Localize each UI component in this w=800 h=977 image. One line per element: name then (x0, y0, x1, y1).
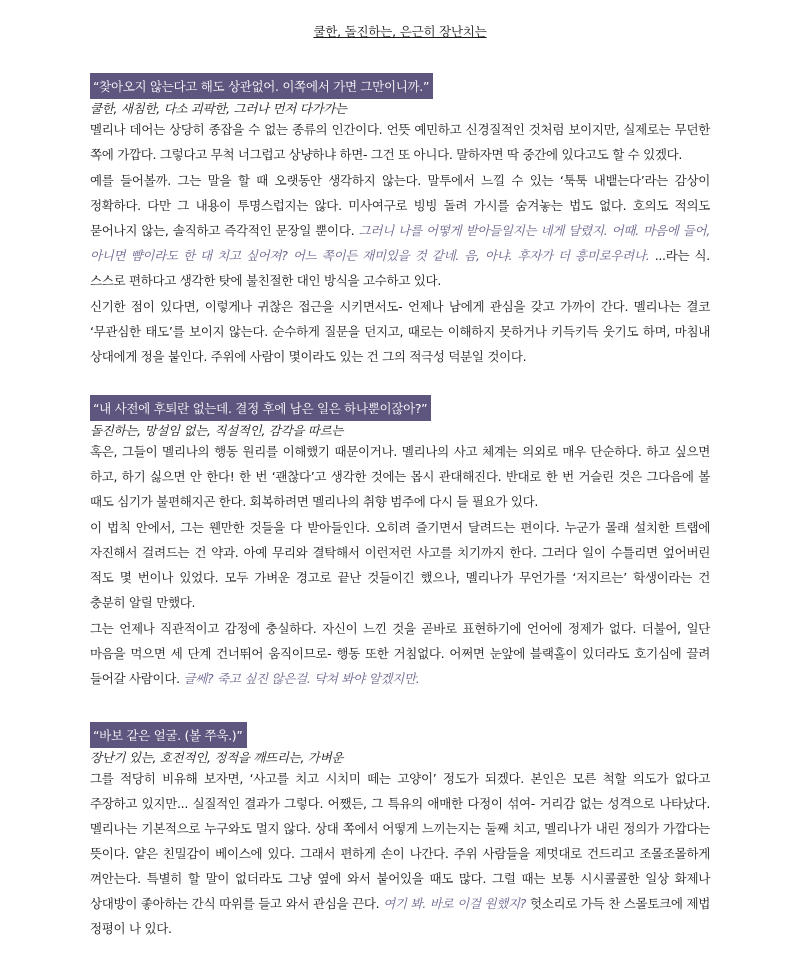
paragraph-text: ...라는 식. 스스로 편하다고 생각한 탓에 불친절한 대인 방식을 고수하고 있다. (90, 248, 710, 288)
paragraph: 이 법칙 안에서, 그는 웬만한 것들을 다 받아들인다. 오히려 즐기면서 달려드는 편이다. 누군가 몰래 설치한 트랩에 자진해서 걸려드는 건 약과. 아예 무리와 결탁해서 이런저런 사고를 치기까지 한다. 그러다 일이 수틀리면 엎어버린 적도 몇 번이나 있었다. 모두 가벼운 경고로 끝난 것들이긴 했으나, 멜리나가 무언가를 ‘저지르는’ 학생이라는 건 충분히 알릴 만했다. (90, 520, 710, 610)
italic-inner-voice: 여기 봐. 바로 이걸 원했지? (383, 896, 527, 911)
section-quote: “찾아오지 않는다고 해도 상관없어. 이쪽에서 가면 그만이니까.” (90, 73, 433, 99)
paragraph-text: 그를 적당히 비유해 보자면, ‘사고를 치고 시치미 떼는 고양이’ 정도가 되겠다. 본인은 모른 척할 의도가 없다고 주장하고 있지만... 실질적인 결과가 그렇다. 어쨌든, 그 특유의 애매한 다정이 섞여- 거리감 없는 성격으로 나타났다. 멜리나는 기본적으로 누구와도 멀지 않다. 상대 쪽에서 어떻게 느끼는지는 둘째 치고, 멜리나가 내린 정의가 가깝다는 뜻이다. 얕은 친밀감이 베이스에 있다. 그래서 편하게 손이 나간다. 주위 사람들을 제멋대로 건드리고 조몰조몰하게 껴안는다. 특별히 할 말이 없더라도 그냥 옆에 와서 붙어있을 때도 많다. 그럴 때는 보통 시시콜콜한 일상 화제나 상대방이 좋아하는 간식 따위를 들고 와서 관심을 끈다. (90, 771, 710, 911)
section-cool (90, 73, 710, 370)
section-tags: 쿨한, 새침한, 다소 괴팍한, 그러나 먼저 다가가는 (90, 101, 347, 116)
paragraph: 멜리나 데어는 상당히 종잡을 수 없는 종류의 인간이다. 언뜻 예민하고 신경질적인 것처럼 보이지만, 실제로는 무던한 쪽에 가깝다. 그렇다고 무척 너그럽고 상냥하냐 하면- 그건 또 아니다. 말하자면 딱 중간에 있다고도 할 수 있겠다. (90, 122, 710, 162)
section-charging (90, 395, 710, 692)
paragraph-text: 그는 언제나 직관적이고 감정에 충실하다. 자신이 느낀 것을 곧바로 표현하기에 언어에 정제가 없다. 더불어, 일단 마음을 먹으면 세 단계 건너뛰어 움직이므로- 행동 또한 거침없다. 어쩌면 눈앞에 블랙홀이 있더라도 호기심에 끌려 들어갈 사람이다. (90, 621, 710, 686)
paragraph: 혹은, 그들이 멜리나의 행동 원리를 이해했기 때문이거나. 멜리나의 사고 체계는 의외로 매우 단순하다. 하고 싶으면 하고, 하기 싫으면 안 한다! 한 번 ‘괜찮다’고 생각한 것에는 몹시 관대해진다. 반대로 한 번 거슬린 것은 그다음에 볼 때도 심기가 불편해지곤 한다. 회복하려면 멜리나의 취향 범주에 다시 들 필요가 있다. (90, 444, 710, 509)
paragraph (90, 766, 710, 941)
section-playful (90, 722, 710, 942)
italic-inner-voice: 글쎄? 죽고 싶진 않은걸. 닥쳐 봐야 알겠지만. (183, 671, 420, 686)
paragraph-text: 예를 들어볼까. 그는 말을 할 때 오랫동안 생각하지 않는다. 말투에서 느낄 수 있는 ‘툭툭 내뱉는다’라는 감상이 정확하다. 다만 그 내용이 투명스럽지는 않다. 미사여구로 빙빙 돌려 가시를 숨겨놓는 법도 없다. 호의도 적의도 묻어나지 않는, 솔직하고 즉각적인 문장일 뿐이다. (90, 173, 710, 238)
section-tags: 돌진하는, 망설임 없는, 직설적인, 감각을 따르는 (90, 423, 344, 438)
document-title: 쿨한, 돌진하는, 은근히 장난치는 (313, 24, 487, 39)
section-quote: “내 사전에 후퇴란 없는데. 결정 후에 남은 일은 하나뿐이잖아?” (90, 395, 431, 421)
section-tags: 장난기 있는, 호전적인, 정적을 깨뜨리는, 가벼운 (90, 750, 344, 765)
paragraph (90, 168, 710, 293)
paragraph: 신기한 점이 있다면, 이렇게나 귀찮은 접근을 시키면서도- 언제나 남에게 관심을 갖고 가까이 간다. 멜리나는 결코 ‘무관심한 태도’를 보이지 않는다. 순수하게 질문을 던지고, 때로는 이해하지 못하거나 키득키득 웃기도 하며, 마침내 상대에게 정을 붙인다. 주위에 사람이 몇이라도 있는 건 그의 적극성 덕분일 것이다. (90, 299, 710, 364)
paragraph-text: 헛소리로 가득 찬 스몰토크에 제법 정평이 나 있다. (90, 896, 710, 936)
section-quote: “바보 같은 얼굴. (볼 쭈욱.)” (90, 722, 247, 748)
italic-inner-voice: 그러니 나를 어떻게 받아들일지는 네게 달렸지. 어때. 마음에 들어, 아니면 뺨이라도 한 대 치고 싶어져? 어느 쪽이든 재미있을 것 같네. 음, 아냐. 후자가 더 흥미로우려나. (90, 223, 710, 263)
paragraph (90, 616, 710, 691)
